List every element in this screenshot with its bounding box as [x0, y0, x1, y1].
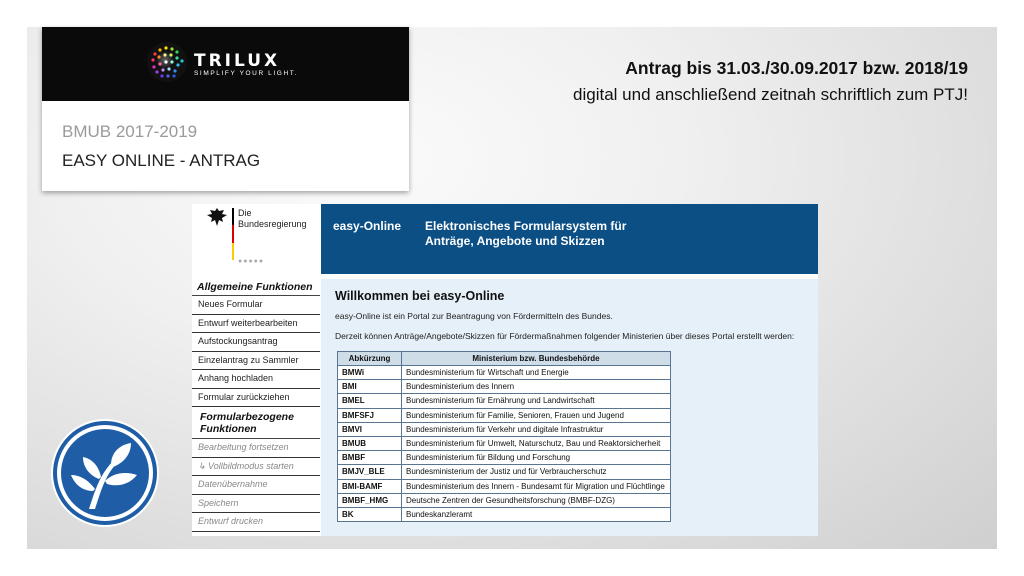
- table-row: [338, 479, 671, 493]
- nav-item-withdraw-form[interactable]: Formular zurückziehen: [192, 389, 320, 408]
- table-header-row: [338, 352, 671, 366]
- ministry-cell: Deutsche Zentren der Gesundheitsforschung (BMBF-DZG): [402, 493, 671, 507]
- nav-item-new-form[interactable]: Neues Formular: [192, 296, 320, 315]
- table-row: [338, 380, 671, 394]
- table-row: [338, 507, 671, 521]
- nav-item-fullscreen[interactable]: ↳ Vollbildmodus starten: [192, 458, 320, 477]
- logo-dots: ●●●●●: [238, 258, 265, 265]
- table-row: [338, 465, 671, 479]
- ministry-cell: Bundesministerium der Justiz und für Verbraucherschutz: [402, 465, 671, 479]
- nav-item-print-draft[interactable]: Entwurf drucken: [192, 513, 320, 532]
- bundesregierung-logo: [192, 204, 320, 274]
- info-text: Derzeit können Anträge/Angebote/Skizzen für Fördermaßnahmen folgender Ministerien über dieses Portal erstellt werden:: [335, 331, 795, 341]
- card-subtitle: BMUB 2017-2019: [62, 122, 198, 141]
- abbr-cell: BMEL: [338, 394, 402, 408]
- ministry-table: [337, 351, 671, 522]
- nav-item-upload-attachment[interactable]: Anhang hochladen: [192, 370, 320, 389]
- plant-badge-icon: [49, 417, 161, 529]
- abbr-cell: BMFSFJ: [338, 408, 402, 422]
- table-row: [338, 422, 671, 436]
- table-row: [338, 493, 671, 507]
- abbr-cell: BMBF: [338, 451, 402, 465]
- ministry-cell: Bundesministerium für Umwelt, Naturschutz, Bau und Reaktorsicherheit: [402, 436, 671, 450]
- logo-wordmark: TRILUX: [194, 51, 281, 71]
- instruction-text: digital und anschließend zeitnah schriftlich zum PTJ!: [573, 85, 968, 104]
- ministry-cell: Bundesministerium für Wirtschaft und Energie: [402, 366, 671, 380]
- logo-tagline: SIMPLIFY YOUR LIGHT.: [194, 70, 299, 77]
- slide-heading: [573, 58, 968, 105]
- ministry-cell: Bundesministerium des Innern - Bundesamt für Migration und Flüchtlinge: [402, 479, 671, 493]
- nav-general-header: Allgemeine Funktionen: [192, 277, 320, 296]
- easy-online-banner: [321, 204, 818, 274]
- easy-online-screenshot: [192, 204, 818, 536]
- abbr-cell: BMUB: [338, 436, 402, 450]
- abbr-cell: BK: [338, 507, 402, 521]
- nav-item-data-import[interactable]: Datenübernahme: [192, 476, 320, 495]
- trilux-logo-icon: [145, 40, 189, 84]
- nav-item-single-to-collector[interactable]: Einzelantrag zu Sammler: [192, 352, 320, 371]
- table-row: [338, 451, 671, 465]
- nav-item-continue-editing[interactable]: Bearbeitung fortsetzen: [192, 439, 320, 458]
- ministry-cell: Bundesministerium des Innern: [402, 380, 671, 394]
- col-abbreviation: Abkürzung: [338, 352, 402, 366]
- banner-app-name: easy-Online: [333, 219, 402, 233]
- nav-form-header: Formularbezogene Funktionen: [192, 407, 320, 439]
- card-title: EASY ONLINE - ANTRAG: [62, 151, 261, 170]
- title-card: [42, 27, 409, 191]
- ministry-cell: Bundesministerium für Verkehr und digitale Infrastruktur: [402, 422, 671, 436]
- col-ministry: Ministerium bzw. Bundesbehörde: [402, 352, 671, 366]
- abbr-cell: BMBF_HMG: [338, 493, 402, 507]
- abbr-cell: BMVI: [338, 422, 402, 436]
- table-row: [338, 366, 671, 380]
- eagle-icon: [206, 207, 228, 227]
- deadline-text: Antrag bis 31.03./30.09.2017 bzw. 2018/19: [625, 58, 968, 78]
- banner-description: Elektronisches Formularsystem für Anträge, Angebote und Skizzen: [425, 219, 627, 248]
- abbr-cell: BMWi: [338, 366, 402, 380]
- ministry-cell: Bundesministerium für Bildung und Forschung: [402, 451, 671, 465]
- abbr-cell: BMJV_BLE: [338, 465, 402, 479]
- ministry-cell: Bundeskanzleramt: [402, 507, 671, 521]
- nav-item-save[interactable]: Speichern: [192, 495, 320, 514]
- bundesregierung-text: Die Bundesregierung: [238, 208, 307, 229]
- flag-stripe-icon: [232, 208, 234, 260]
- ministry-cell: Bundesministerium für Ernährung und Landwirtschaft: [402, 394, 671, 408]
- nav-item-top-up-request[interactable]: Aufstockungsantrag: [192, 333, 320, 352]
- nav-item-continue-draft[interactable]: Entwurf weiterbearbeiten: [192, 315, 320, 334]
- intro-text: easy-Online ist ein Portal zur Beantragung von Fördermitteln des Bundes.: [335, 311, 613, 321]
- logo-header: [42, 27, 409, 101]
- table-row: [338, 436, 671, 450]
- abbr-cell: BMI: [338, 380, 402, 394]
- ministry-cell: Bundesministerium für Familie, Senioren, Frauen und Jugend: [402, 408, 671, 422]
- table-row: [338, 408, 671, 422]
- welcome-title: Willkommen bei easy-Online: [335, 289, 505, 303]
- table-row: [338, 394, 671, 408]
- welcome-panel: [321, 279, 818, 536]
- abbr-cell: BMI-BAMF: [338, 479, 402, 493]
- function-sidebar: [192, 277, 320, 532]
